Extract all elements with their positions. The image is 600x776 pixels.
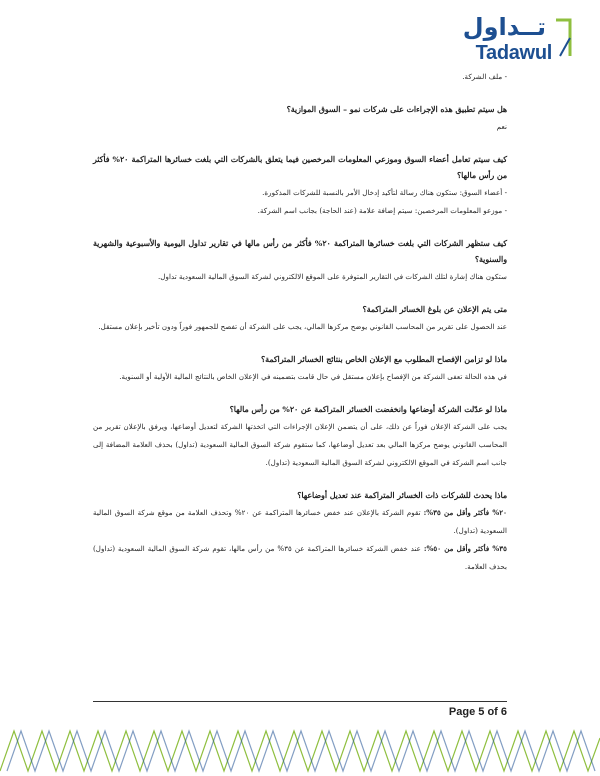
footer-pattern-decoration (0, 726, 600, 776)
answer-4: عند الحصول على تقرير من المحاسب القانوني يوضح مركزها المالي، يجب على الشركة أن تفصح للجمهور فوراً ودون تأخير بإعلان مستقل. (98, 322, 507, 331)
answer-7-item-1-label: ٢٠% فأكثر وأقل من ٣٥%: (423, 508, 507, 517)
question-2: كيف سيتم تعامل أعضاء السوق وموزعي المعلومات المرخصين فيما يتعلق بالشركات التي بلغت خسائرها المتراكمة ٢٠% فأكثر من رأس مالها؟ (93, 155, 507, 180)
answer-2-item-1: - أعضاء السوق: ستكون هناك رسالة لتأكيد إدخال الأمر بالنسبة للشركات المذكورة. (262, 188, 507, 197)
question-5: ماذا لو تزامن الإفصاح المطلوب مع الإعلان الخاص بنتائج الخسائر المتراكمة؟ (261, 355, 507, 364)
question-3: كيف ستظهر الشركات التي بلغت خسائرها المتراكمة ٢٠% فأكثر من رأس مالها في تقارير تداول اليومية والأسبوعية والشهرية والسنوية؟ (93, 239, 507, 264)
answer-7-item-1 (93, 504, 507, 540)
answer-1: نعم (496, 122, 507, 131)
tadawul-logo (464, 14, 574, 64)
intro-item: - ملف الشركة. (462, 72, 507, 81)
answer-7-item-1-text: تقوم الشركة بالإعلان عند خفض خسائرها المتراكمة عن ٢٠% وتحذف العلامة من موقع شركة السوق المالية السعودية (تداول). (93, 508, 507, 535)
answer-3: ستكون هناك إشارة لتلك الشركات في التقارير المتوفرة على الموقع الالكتروني لشركة السوق المالية السعودية تداول. (157, 272, 507, 281)
answer-7-item-2-label: ٣٥% فأكثر وأقل من ٥٠%: (423, 544, 507, 553)
answer-7-item-2 (93, 540, 507, 576)
footer-divider (93, 701, 507, 702)
question-6: ماذا لو عدّلت الشركة أوضاعها وانخفضت الخسائر المتراكمة عن ٢٠% من رأس مالها؟ (229, 405, 507, 414)
question-1: هل سيتم تطبيق هذه الإجراءات على شركات نمو – السوق الموازية؟ (286, 105, 507, 114)
question-7: ماذا يحدث للشركات ذات الخسائر المتراكمة عند تعديل أوضاعها؟ (297, 491, 507, 500)
answer-2-item-2: - موزعو المعلومات المرخصين: سيتم إضافة علامة (عند الحاجة) بجانب اسم الشركة. (257, 206, 507, 215)
question-4: متى يتم الإعلان عن بلوغ الخسائر المتراكمة؟ (362, 305, 507, 314)
page-number: Page 5 of 6 (448, 706, 507, 718)
answer-6: يجب على الشركة الإعلان فوراً عن ذلك، على أن يتضمن الإعلان الإجراءات التي اتخذتها الشركة لتعديل أوضاعها، ويرفق بالإعلان تقرير من المحاسب القانوني يوضح مركزها المالي بعد تعديل أوضاعها، كما ستقوم شركة السوق المالية السعودية (تداول) بحذف العلامة المضافة إلى جانب اسم الشركة في الموقع الالكتروني لشركة السوق المالية السعودية (تداول). (93, 422, 507, 467)
page-content (93, 68, 507, 576)
logo-english: Tadawul (475, 42, 552, 64)
logo-mark-icon (552, 16, 574, 60)
answer-7-item-2-text: عند خفض الشركة خسائرها المتراكمة عن ٣٥% من رأس مالها، تقوم شركة السوق المالية السعودية (تداول) بحذف العلامة. (93, 544, 507, 571)
answer-5: في هذه الحالة تعفى الشركة من الإفصاح بإعلان مستقل في حال قامت بتضمينه في الإعلان الخاص بالنتائج المالية الأولية أو السنوية. (119, 372, 507, 381)
logo-arabic: تــداول (462, 13, 546, 41)
